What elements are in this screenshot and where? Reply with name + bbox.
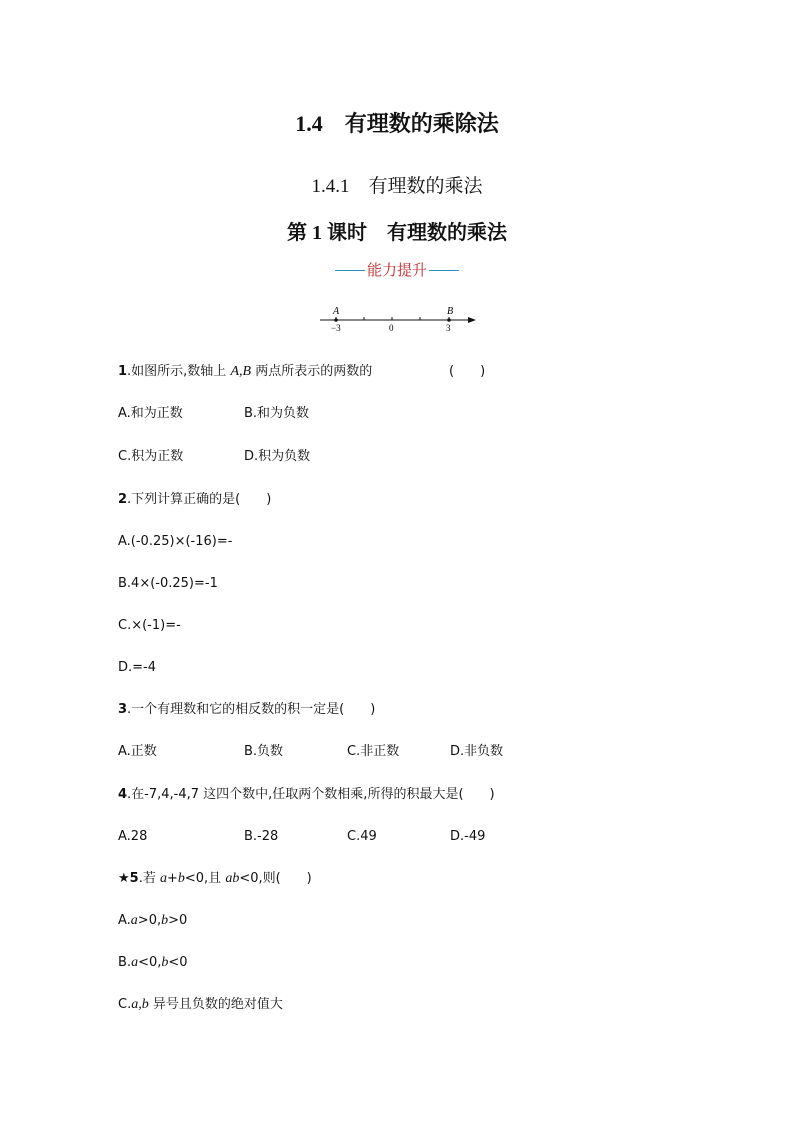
question-number: 5 (129, 871, 139, 886)
question-5-stem (118, 870, 312, 888)
option-variable: a (130, 913, 138, 928)
stem-text: .一个有理数和它的相反数的积一定是( ) (127, 702, 376, 717)
point-a-label: A (333, 306, 340, 317)
stem-variable: b (177, 871, 185, 886)
question-number: 3 (118, 702, 128, 717)
question-2-stem (118, 491, 271, 509)
option-5c (118, 996, 283, 1014)
stem-text: <0,且 (184, 871, 226, 886)
stem-text: 两点所表示的两数的 (251, 364, 373, 379)
question-number: 1 (118, 364, 128, 379)
question-number: 4 (118, 787, 128, 802)
option-4b: B.-28 (244, 829, 279, 844)
option-2a: A.(-0.25)×(-16)=- (118, 534, 233, 549)
option-text: A. (118, 913, 131, 928)
option-text: >0, (137, 913, 162, 928)
option-variable: b (161, 955, 169, 970)
option-2d: D.=-4 (118, 660, 156, 675)
tick-label-3: 3 (446, 323, 451, 333)
point-a-dot (334, 318, 338, 322)
option-variable: a (131, 955, 139, 970)
option-1a: A.和为正数 (118, 406, 183, 421)
stem-text: .如图所示,数轴上 (127, 364, 231, 379)
option-3d: D.非负数 (450, 744, 504, 759)
option-3b: B.负数 (244, 744, 284, 759)
question-1-stem (118, 363, 372, 381)
option-text: B. (118, 955, 132, 970)
stem-text: <0,则( ) (239, 871, 312, 886)
option-5b (118, 954, 188, 972)
subsection-title: 1.4.1 有理数的乘法 (311, 176, 483, 197)
option-2c: C.×(-1)=- (118, 618, 181, 633)
number-line-arrow (468, 317, 476, 323)
stem-variable: A,B (230, 364, 252, 379)
option-text: <0 (168, 955, 188, 970)
option-variable: a,b (131, 997, 149, 1012)
tick-label-0: 0 (389, 323, 394, 333)
option-4a: A.28 (118, 829, 148, 844)
lesson-title: 第 1 课时 有理数的乘法 (287, 222, 507, 244)
option-variable: b (161, 913, 169, 928)
question-3-stem (118, 701, 375, 719)
option-text: <0, (138, 955, 162, 970)
point-b-label: B (447, 306, 454, 317)
stem-variable: ab (225, 871, 240, 886)
option-2b: B.4×(-0.25)=-1 (118, 576, 218, 591)
option-5a (118, 912, 187, 930)
question-1-answer-paren: ( ) (449, 364, 486, 379)
option-4d: D.-49 (450, 829, 486, 844)
option-text: C. (118, 997, 132, 1012)
stem-text: .若 (138, 871, 160, 886)
tick-label-minus3: −3 (331, 323, 341, 333)
option-1d: D.积为负数 (244, 449, 311, 464)
stem-variable: a (159, 871, 167, 886)
banner-rule-right (429, 270, 459, 271)
question-4-stem (118, 786, 495, 804)
option-1c: C.积为正数 (118, 449, 184, 464)
banner-rule-left (335, 270, 365, 271)
point-b-dot (447, 318, 451, 322)
option-4c: C.49 (347, 829, 377, 844)
stem-text: .在-7,4,-4,7 这四个数中,任取两个数相乘,所得的积最大是( ) (127, 787, 495, 802)
banner-label: 能力提升 (366, 261, 427, 279)
option-1b: B.和为负数 (244, 406, 310, 421)
number-line-figure (316, 302, 480, 336)
option-3a: A.正数 (118, 744, 157, 759)
section-banner (0, 259, 794, 280)
star-icon: ★ (118, 871, 130, 886)
section-title: 1.4 有理数的乘除法 (295, 111, 499, 136)
option-text: 异号且负数的绝对值大 (148, 997, 283, 1012)
stem-text: + (166, 871, 178, 886)
option-3c: C.非正数 (347, 744, 400, 759)
option-text: >0 (168, 913, 188, 928)
stem-text: .下列计算正确的是( ) (127, 492, 272, 507)
question-number: 2 (118, 492, 128, 507)
